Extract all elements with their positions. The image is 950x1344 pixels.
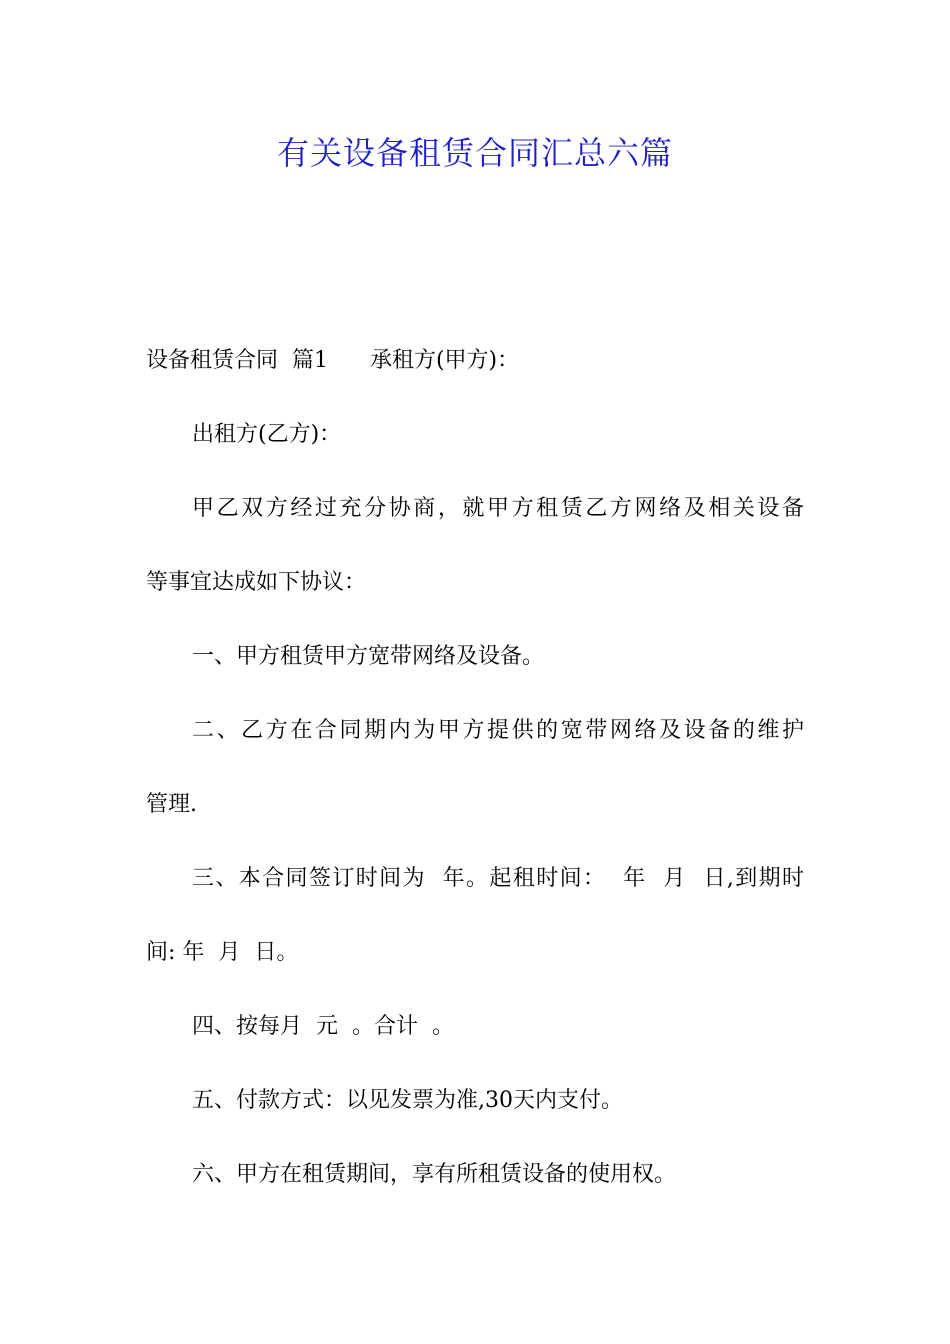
document-title: 有关设备租赁合同汇总六篇	[276, 134, 673, 172]
clause-1: 一、甲方租赁甲方宽带网络及设备。	[192, 644, 545, 669]
clause-2-continued: 管理.	[146, 792, 197, 817]
contract-heading-line: 设备租赁合同 篇1 承租方(甲方)：	[146, 348, 520, 373]
paragraph-line: 等事宜达成如下协议：	[146, 570, 367, 595]
clause-5: 五、付款方式：以见发票为准,30天内支付。	[192, 1088, 623, 1113]
clause-3-continued: 间: 年 月 日。	[146, 940, 299, 965]
clause-2: 二、乙方在合同期内为甲方提供的宽带网络及设备的维护	[192, 718, 804, 743]
paragraph-line: 甲乙双方经过充分协商，就甲方租赁乙方网络及相关设备	[192, 496, 804, 521]
clause-4: 四、按每月 元 。合计 。	[192, 1014, 454, 1039]
lessor-line: 出租方(乙方)：	[192, 422, 342, 447]
clause-3: 三、本合同签订时间为 年。起租时间： 年 月 日,到期时	[192, 866, 804, 891]
clause-6: 六、甲方在租赁期间，享有所租赁设备的使用权。	[192, 1162, 677, 1187]
